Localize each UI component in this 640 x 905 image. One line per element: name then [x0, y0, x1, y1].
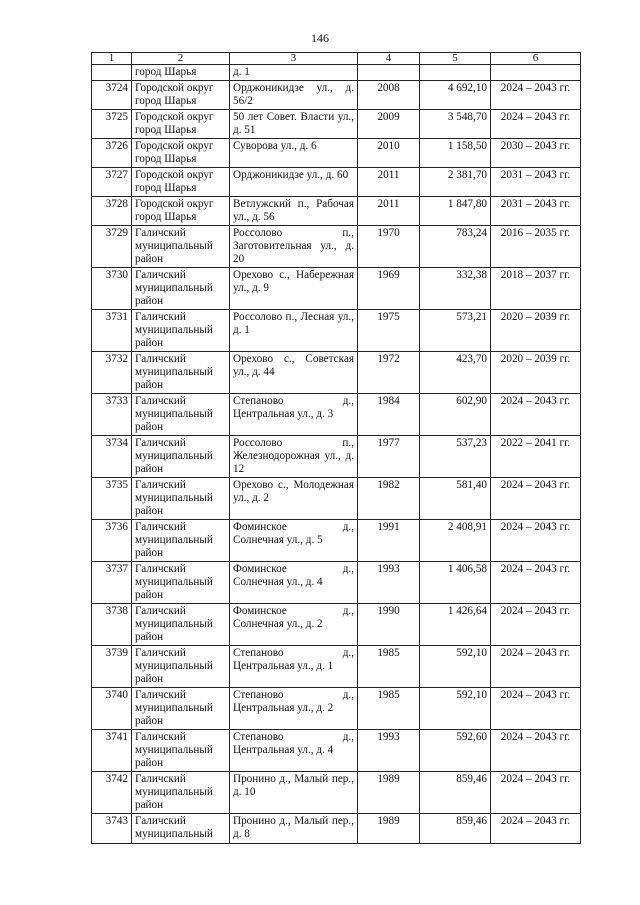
cell-municipality: Галичский муниципальный район — [132, 730, 230, 772]
cell-number: 3737 — [92, 562, 132, 604]
table-row — [92, 772, 581, 814]
cell-area: 4 692,10 — [420, 81, 491, 110]
cell-period: 2024 – 2043 гг. — [491, 730, 581, 772]
cell-year: 1991 — [358, 520, 420, 562]
cell-address: Степаново д., Центральная ул., д. 3 — [230, 394, 358, 436]
header-cell-4: 4 — [358, 53, 420, 65]
table-row — [92, 81, 581, 110]
cell-period: 2016 – 2035 гг. — [491, 226, 581, 268]
cell-number: 3736 — [92, 520, 132, 562]
cell-year: 1975 — [358, 310, 420, 352]
cell-period: 2024 – 2043 гг. — [491, 814, 581, 844]
cell-address: Орджоникидзе ул., д. 56/2 — [230, 81, 358, 110]
cell-number: 3729 — [92, 226, 132, 268]
cell-municipality: Галичский муниципальный район — [132, 352, 230, 394]
cell-municipality: Галичский муниципальный район — [132, 394, 230, 436]
cell-address: Фоминское д., Солнечная ул., д. 5 — [230, 520, 358, 562]
cell-municipality: Галичский муниципальный район — [132, 646, 230, 688]
cell-period — [491, 65, 581, 81]
table-row — [92, 110, 581, 139]
cell-number: 3740 — [92, 688, 132, 730]
cell-address: Орехово с., Молодежная ул., д. 2 — [230, 478, 358, 520]
table-row — [92, 562, 581, 604]
cell-municipality: Городской округ город Шарья — [132, 81, 230, 110]
cell-municipality: Городской округ город Шарья — [132, 168, 230, 197]
cell-municipality: Галичский муниципальный район — [132, 604, 230, 646]
table-row — [92, 814, 581, 844]
cell-period: 2024 – 2043 гг. — [491, 81, 581, 110]
cell-address: Орехово с., Набережная ул., д. 9 — [230, 268, 358, 310]
cell-number: 3727 — [92, 168, 132, 197]
cell-period: 2024 – 2043 гг. — [491, 110, 581, 139]
cell-municipality: Галичский муниципальный район — [132, 478, 230, 520]
cell-area: 592,60 — [420, 730, 491, 772]
cell-address: д. 1 — [230, 65, 358, 81]
cell-number: 3739 — [92, 646, 132, 688]
cell-period: 2020 – 2039 гг. — [491, 310, 581, 352]
cell-municipality: Галичский муниципальный район — [132, 310, 230, 352]
cell-municipality: Галичский муниципальный район — [132, 772, 230, 814]
cell-area: 592,10 — [420, 646, 491, 688]
cell-number: 3734 — [92, 436, 132, 478]
cell-year: 1993 — [358, 730, 420, 772]
cell-number: 3732 — [92, 352, 132, 394]
cell-municipality: Городской округ город Шарья — [132, 197, 230, 226]
cell-period: 2024 – 2043 гг. — [491, 520, 581, 562]
table-row — [92, 352, 581, 394]
cell-year: 1977 — [358, 436, 420, 478]
cell-municipality: Галичский муниципальный район — [132, 226, 230, 268]
cell-municipality: Городской округ город Шарья — [132, 110, 230, 139]
cell-number — [92, 65, 132, 81]
cell-address: Степаново д., Центральная ул., д. 2 — [230, 688, 358, 730]
table-row — [92, 478, 581, 520]
table-row — [92, 139, 581, 168]
cell-period: 2024 – 2043 гг. — [491, 688, 581, 730]
cell-municipality: Галичский муниципальный район — [132, 562, 230, 604]
header-cell-3: 3 — [230, 53, 358, 65]
cell-area: 2 408,91 — [420, 520, 491, 562]
cell-year: 1989 — [358, 772, 420, 814]
table-row — [92, 394, 581, 436]
cell-year: 1984 — [358, 394, 420, 436]
cell-number: 3728 — [92, 197, 132, 226]
cell-area: 592,10 — [420, 688, 491, 730]
cell-area: 602,90 — [420, 394, 491, 436]
cell-address: Россолово п., Лесная ул., д. 1 — [230, 310, 358, 352]
cell-area: 2 381,70 — [420, 168, 491, 197]
cell-area: 859,46 — [420, 814, 491, 844]
table-row — [92, 436, 581, 478]
cell-period: 2020 – 2039 гг. — [491, 352, 581, 394]
cell-year: 1972 — [358, 352, 420, 394]
cell-area: 3 548,70 — [420, 110, 491, 139]
header-cell-5: 5 — [420, 53, 491, 65]
cell-year — [358, 65, 420, 81]
cell-address: Ветлужский п., Рабочая ул., д. 56 — [230, 197, 358, 226]
cell-municipality: Городской округ город Шарья — [132, 139, 230, 168]
cell-number: 3725 — [92, 110, 132, 139]
header-cell-1: 1 — [92, 53, 132, 65]
cell-area: 581,40 — [420, 478, 491, 520]
cell-year: 1982 — [358, 478, 420, 520]
cell-number: 3731 — [92, 310, 132, 352]
table-row — [92, 688, 581, 730]
cell-period: 2031 – 2043 гг. — [491, 197, 581, 226]
cell-address: Суворова ул., д. 6 — [230, 139, 358, 168]
cell-year: 2008 — [358, 81, 420, 110]
cell-year: 2010 — [358, 139, 420, 168]
cell-number: 3724 — [92, 81, 132, 110]
cell-municipality: Галичский муниципальный район — [132, 268, 230, 310]
cell-year: 2011 — [358, 168, 420, 197]
cell-period: 2024 – 2043 гг. — [491, 562, 581, 604]
cell-year: 2009 — [358, 110, 420, 139]
cell-area: 423,70 — [420, 352, 491, 394]
page-number: 146 — [311, 31, 329, 45]
cell-area: 573,21 — [420, 310, 491, 352]
table-body — [92, 65, 581, 844]
cell-address: Пронино д., Малый пер., д. 10 — [230, 772, 358, 814]
table-row — [92, 197, 581, 226]
header-cell-2: 2 — [132, 53, 230, 65]
cell-area: 859,46 — [420, 772, 491, 814]
header-row — [92, 53, 581, 65]
cell-year: 1989 — [358, 814, 420, 844]
cell-address: Пронино д., Малый пер., д. 8 — [230, 814, 358, 844]
cell-area — [420, 65, 491, 81]
cell-address: Россолово п., Заготовительная ул., д. 20 — [230, 226, 358, 268]
cell-period: 2024 – 2043 гг. — [491, 772, 581, 814]
cell-year: 1993 — [358, 562, 420, 604]
cell-period: 2024 – 2043 гг. — [491, 478, 581, 520]
table-row — [92, 310, 581, 352]
cell-number: 3730 — [92, 268, 132, 310]
cell-municipality: Галичский муниципальный — [132, 814, 230, 844]
cell-address: Орджоникидзе ул., д. 60 — [230, 168, 358, 197]
cell-year: 2011 — [358, 197, 420, 226]
cell-address: Россолово п., Железнодорожная ул., д. 12 — [230, 436, 358, 478]
cell-number: 3741 — [92, 730, 132, 772]
cell-period: 2024 – 2043 гг. — [491, 394, 581, 436]
cell-area: 783,24 — [420, 226, 491, 268]
cell-number: 3733 — [92, 394, 132, 436]
housing-table — [91, 52, 581, 844]
cell-address: Степаново д., Центральная ул., д. 1 — [230, 646, 358, 688]
cell-area: 1 158,50 — [420, 139, 491, 168]
cell-number: 3743 — [92, 814, 132, 844]
table-row — [92, 168, 581, 197]
table-row — [92, 226, 581, 268]
cell-year: 1985 — [358, 688, 420, 730]
table-row — [92, 730, 581, 772]
cell-period: 2022 – 2041 гг. — [491, 436, 581, 478]
cell-address: Фоминское д., Солнечная ул., д. 2 — [230, 604, 358, 646]
table-row — [92, 65, 581, 81]
cell-area: 332,38 — [420, 268, 491, 310]
cell-address: Фоминское д., Солнечная ул., д. 4 — [230, 562, 358, 604]
cell-year: 1970 — [358, 226, 420, 268]
table-row — [92, 604, 581, 646]
table-row — [92, 646, 581, 688]
cell-area: 1 847,80 — [420, 197, 491, 226]
cell-municipality: Галичский муниципальный район — [132, 520, 230, 562]
cell-number: 3738 — [92, 604, 132, 646]
cell-address: 50 лет Совет. Власти ул., д. 51 — [230, 110, 358, 139]
table-row — [92, 520, 581, 562]
cell-address: Степаново д., Центральная ул., д. 4 — [230, 730, 358, 772]
cell-area: 537,23 — [420, 436, 491, 478]
cell-period: 2031 – 2043 гг. — [491, 168, 581, 197]
header-cell-6: 6 — [491, 53, 581, 65]
cell-municipality: город Шарья — [132, 65, 230, 81]
cell-number: 3742 — [92, 772, 132, 814]
cell-municipality: Галичский муниципальный район — [132, 688, 230, 730]
cell-area: 1 406,58 — [420, 562, 491, 604]
cell-address: Орехово с., Советская ул., д. 44 — [230, 352, 358, 394]
cell-municipality: Галичский муниципальный район — [132, 436, 230, 478]
cell-year: 1990 — [358, 604, 420, 646]
cell-area: 1 426,64 — [420, 604, 491, 646]
table-row — [92, 268, 581, 310]
cell-year: 1969 — [358, 268, 420, 310]
cell-period: 2030 – 2043 гг. — [491, 139, 581, 168]
cell-number: 3735 — [92, 478, 132, 520]
cell-period: 2018 – 2037 гг. — [491, 268, 581, 310]
cell-number: 3726 — [92, 139, 132, 168]
cell-year: 1985 — [358, 646, 420, 688]
cell-period: 2024 – 2043 гг. — [491, 604, 581, 646]
cell-period: 2024 – 2043 гг. — [491, 646, 581, 688]
